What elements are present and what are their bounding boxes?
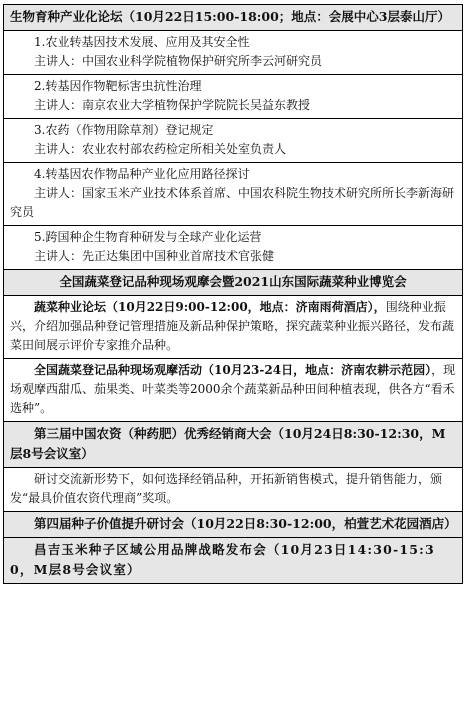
forum1-header-row (4, 5, 463, 31)
forum1-item-row (4, 75, 463, 119)
veg-activity-desc: ，现场观摩西甜瓜、茄果类、叶菜类等2000余个蔬菜新品种田间种植表现，供各方“看禾选种”。 (10, 363, 456, 415)
changji-launch-row (4, 538, 463, 584)
forum1-item-row (4, 226, 463, 270)
dealer-conf-desc: 研讨交流新形势下，如何选择经销品种，开拓新销售模式，提升销售能力，颁发“最具价值农资代理商”奖项。 (10, 472, 443, 505)
forum1-item-cell (4, 163, 463, 226)
agenda-table (3, 4, 463, 584)
forum1-item-topic: 2.转基因作物靶标害虫抗性治理 (34, 79, 202, 93)
value-seminar-cell (4, 512, 463, 538)
value-seminar-title: 第四届种子价值提升研讨会（10月22日8:30-12:00，柏萱艺术花园酒店） (34, 516, 457, 531)
veg-section-row (4, 270, 463, 296)
dealer-conf-title: 第三届中国农资（种药肥）优秀经销商大会（10月24日8:30-12:30，M层8号会议室） (10, 426, 446, 461)
dealer-conf-header-row (4, 422, 463, 468)
forum1-title: 生物育种产业化论坛（10月22日15:00-18:00；地点：会展中心3层泰山厅） (10, 9, 450, 24)
changji-launch-title: 昌吉玉米种子区域公用品牌战略发布会（10月23日14:30-15:30，M层8号会议室） (10, 542, 435, 577)
forum1-item-topic: 5.跨国种企生物育种研发与全球产业化运营 (34, 230, 262, 244)
forum1-item-speaker: 主讲人：先正达集团中国种业首席技术官张健 (34, 249, 275, 263)
dealer-conf-desc-row (4, 468, 463, 512)
forum1-item-row (4, 31, 463, 75)
value-seminar-row (4, 512, 463, 538)
veg-forum-title: 蔬菜种业论坛（10月22日9:00-12:00，地点：济南雨荷酒店）， (34, 300, 386, 314)
forum1-item-speaker: 主讲人：中国农业科学院植物保护研究所李云河研究员 (34, 54, 323, 68)
forum1-item-speaker: 主讲人：农业农村部农药检定所相关处室负责人 (34, 142, 287, 156)
veg-section-cell (4, 270, 463, 296)
veg-forum-desc: 围绕种业振兴，介绍加强品种登记管理措施及新品种保护策略，探究蔬菜种业振兴路径，发布蔬菜田间展示评价专家推介品种。 (10, 300, 455, 352)
veg-forum-row (4, 296, 463, 359)
forum1-item-speaker: 主讲人：南京农业大学植物保护学院院长吴益东教授 (34, 98, 311, 112)
forum1-header-cell (4, 5, 463, 31)
forum1-item-cell (4, 75, 463, 119)
forum1-item-row (4, 163, 463, 226)
changji-launch-cell (4, 538, 463, 584)
veg-activity-cell (4, 359, 463, 422)
veg-activity-row (4, 359, 463, 422)
dealer-conf-header-cell (4, 422, 463, 468)
forum1-item-topic: 4.转基因农作物品种产业化应用路径探讨 (34, 167, 250, 181)
veg-section-title: 全国蔬菜登记品种现场观摩会暨2021山东国际蔬菜种业博览会 (59, 274, 407, 289)
forum1-item-cell (4, 119, 463, 163)
forum1-item-speaker: 主讲人：国家玉米产业技术体系首席、中国农科院生物技术研究所所长李新海研究员 (10, 186, 455, 219)
forum1-item-topic: 3.农药（作物用除草剂）登记规定 (34, 123, 214, 137)
veg-forum-cell (4, 296, 463, 359)
veg-activity-title: 全国蔬菜登记品种现场观摩活动（10月23-24日，地点：济南农耕示范园） (34, 363, 432, 377)
forum1-item-cell (4, 226, 463, 270)
forum1-item-topic: 1.农业转基因技术发展、应用及其安全性 (34, 35, 250, 49)
forum1-item-row (4, 119, 463, 163)
forum1-item-cell (4, 31, 463, 75)
dealer-conf-desc-cell (4, 468, 463, 512)
